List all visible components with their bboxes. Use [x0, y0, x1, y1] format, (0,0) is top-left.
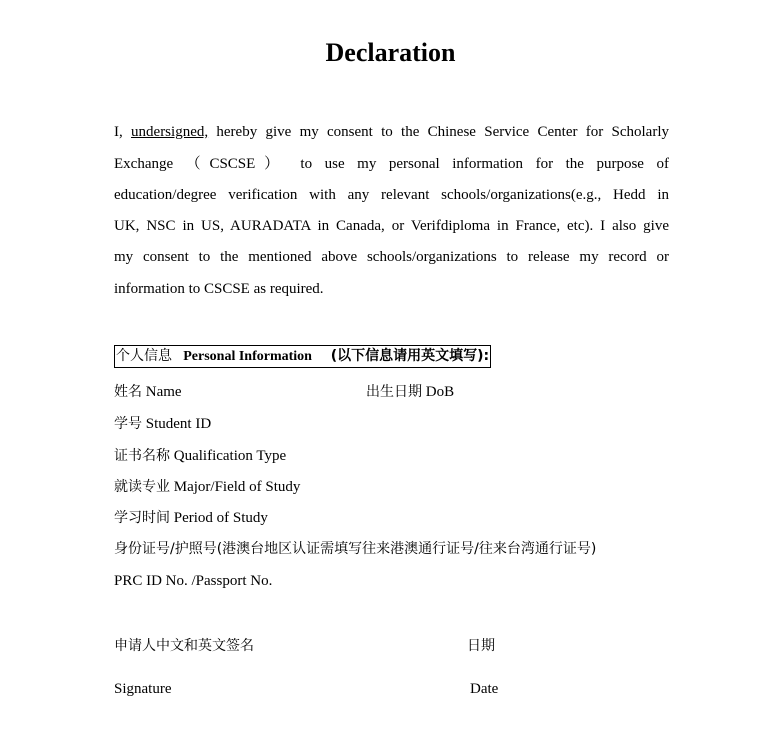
field-period-en: Period of Study [173, 510, 268, 526]
paragraph-line-1 [114, 122, 669, 142]
field-student-id-en: Student ID [145, 416, 212, 432]
field-name-en: Name [145, 384, 182, 400]
paragraph-line-3: education/degree verification with any relevant schools/organizations(e.g., Hedd in [114, 187, 669, 203]
personal-information-heading [114, 345, 491, 368]
field-name [114, 382, 182, 402]
paragraph-line-2: Exchange （CSCSE） to use my personal information for the purpose of [114, 156, 669, 172]
paragraph-line-1-end: hereby give my consent to the Chinese Service Center for Scholarly [208, 124, 669, 140]
document-title: Declaration [325, 38, 456, 67]
field-period [114, 508, 268, 528]
field-dob [366, 382, 454, 402]
field-id-en: PRC ID No. /Passport No. [114, 573, 273, 589]
field-major-cn: 就读专业 [114, 479, 170, 495]
signature-label-cn: 申请人中文和英文签名 [114, 638, 254, 654]
field-period-cn: 学习时间 [114, 510, 170, 526]
date-label-cn: 日期 [467, 638, 495, 654]
undersigned-word: undersigned, [131, 124, 209, 140]
field-qualification [114, 446, 286, 466]
field-student-id-cn: 学号 [114, 416, 142, 432]
field-id-cn-text: 身份证号/护照号(港澳台地区认证需填写往来港澳通行证号/往来台湾通行证号) [114, 541, 597, 557]
field-student-id [114, 414, 211, 434]
field-qualification-en: Qualification Type [173, 448, 287, 464]
field-major [114, 477, 300, 497]
field-dob-en: DoB [425, 384, 455, 400]
field-qualification-cn: 证书名称 [114, 448, 170, 464]
section-note: (以下信息请用英文填写): [330, 348, 490, 364]
signature-label-en: Signature [114, 681, 172, 697]
field-id-cn [114, 539, 596, 559]
paragraph-line-1-start: I, [114, 124, 132, 140]
field-name-cn: 姓名 [114, 384, 142, 400]
paragraph-line-5: my consent to the mentioned above schools/organizations to release my record or [114, 249, 669, 265]
paragraph-line-4: UK, NSC in US, AURADATA in Canada, or Verifdiploma in France, etc). I also give [114, 218, 669, 234]
section-label-en: Personal Information [183, 349, 312, 364]
date-label-en: Date [470, 681, 499, 697]
section-label-cn: 个人信息 [116, 348, 172, 364]
paragraph-line-6: information to CSCSE as required. [114, 281, 324, 297]
field-dob-cn: 出生日期 [366, 384, 422, 400]
field-major-en: Major/Field of Study [173, 479, 301, 495]
